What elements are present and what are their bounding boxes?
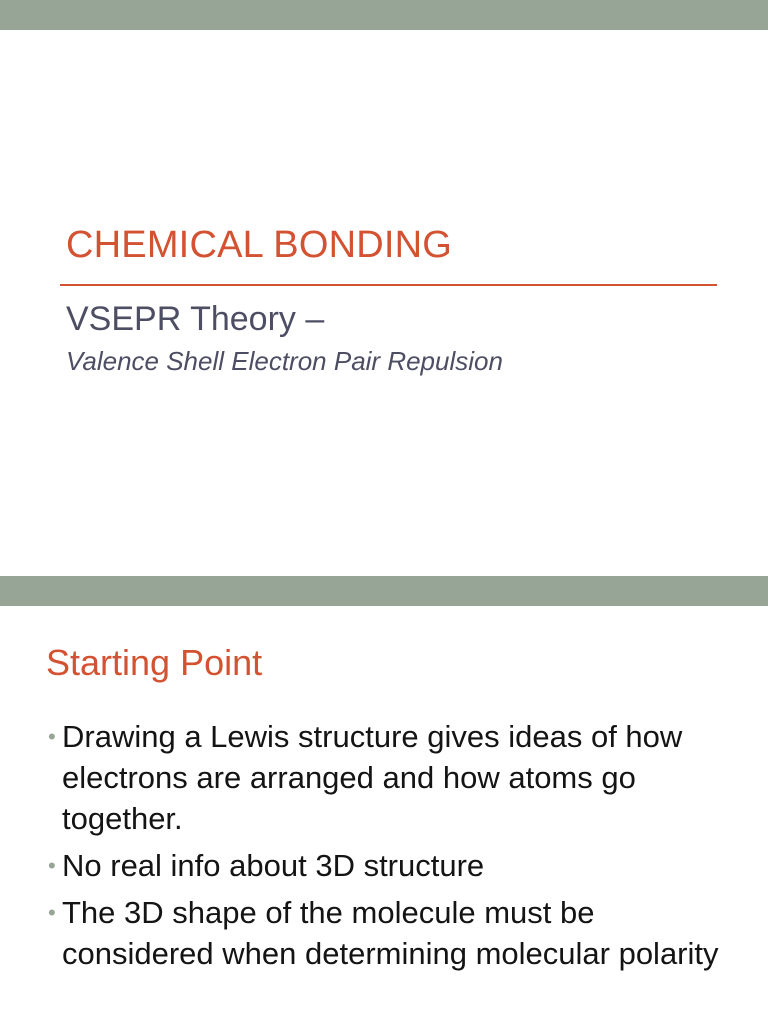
bullet-list (46, 716, 746, 980)
bullet-text: The 3D shape of the molecule must be considered when determining molecular polarity (62, 895, 719, 971)
bullet-item (46, 845, 746, 886)
bullet-text: No real info about 3D structure (62, 848, 485, 883)
bullet-icon: • (48, 853, 56, 878)
bullet-icon: • (48, 900, 56, 925)
title-divider (60, 284, 717, 286)
slide-subtitle-italic: Valence Shell Electron Pair Repulsion (66, 346, 503, 376)
slide-title-text: CHEMICAL BONDING (66, 224, 453, 266)
bullet-item (46, 892, 746, 974)
bullet-item (46, 716, 746, 839)
slide-heading: Starting Point (46, 642, 263, 683)
slide-starting-point (0, 576, 768, 1024)
slide-subtitle: VSEPR Theory – (66, 300, 325, 338)
slide-top-bar (0, 576, 768, 606)
bullet-icon: • (48, 724, 56, 749)
bullet-text: Drawing a Lewis structure gives ideas of how electrons are arranged and how atoms go together. (62, 719, 683, 836)
slide-top-bar (0, 0, 768, 30)
